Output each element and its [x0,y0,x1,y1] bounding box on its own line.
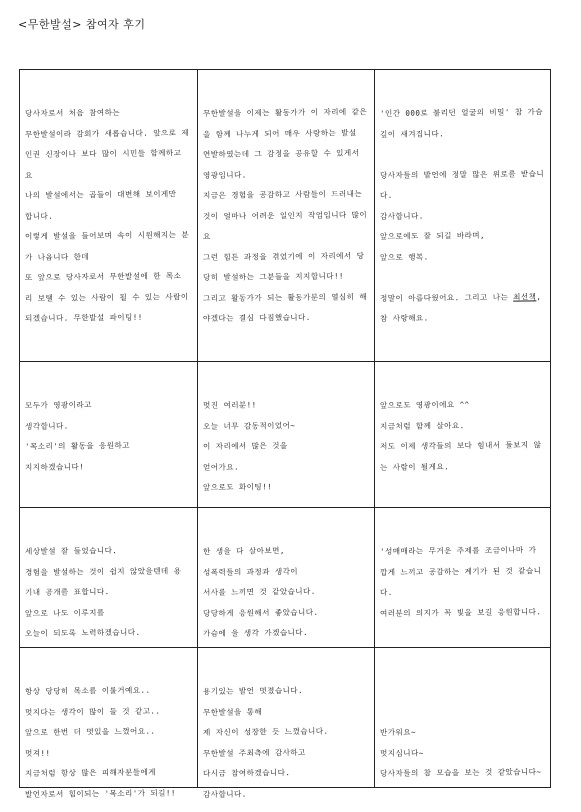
feedback-cell [20,508,198,648]
feedback-cell [198,362,375,508]
handwritten-line: 연발하였는데 그 감정을 공유할 수 있게서 [202,148,360,159]
handwritten-line: 멋진 여러분!! [202,400,257,410]
handwritten-line: 요 [202,231,211,241]
handwritten-line: 다시금 참여하겠습니다. [202,768,291,778]
feedback-cell [375,70,550,362]
handwritten-line: 당히 발설하는 그분들을 지지합니다!! [202,271,344,282]
handwritten-line: '성매매라는 무거운 주제를 조금이나마 가 [379,545,537,556]
handwritten-line: 앞으로에도 잘 되길 바라며, [379,230,486,241]
handwritten-line: 깊이 새겨집니다. [379,128,445,139]
handwritten-line: 지지하겠습니다! [24,461,85,472]
handwritten-line [380,680,546,702]
handwritten-line: 참 사랑해요. [379,313,429,323]
feedback-cell [20,70,198,362]
feedback-cell [20,648,198,799]
handwritten-line: 무한발설을 통해 [202,706,263,717]
handwritten-line: '목소리'의 활동을 응원하고 [24,440,131,451]
handwritten-line: 그리고 활동가가 되는 활동가분의 열심히 해 [202,291,368,303]
handwritten-line: 가 나옵니다 한데 [24,251,90,262]
handwritten-line: 멋져!! [24,748,51,758]
handwritten-line: 제 자신이 성장한 듯 느꼈습니다. [202,726,329,737]
underlined-word: 최선책 [513,291,537,302]
handwritten-line: 앞으로도 영광이에요 ^^ [379,400,470,410]
handwritten-line: 항상 당당히 목소를 이룰거예요.. [24,685,151,696]
handwritten-line: 무한발설 주최측에 감사하고 [202,747,306,758]
handwritten-line: 이렇게 발설을 들어보며 속이 시원해지는 분 [24,230,190,241]
handwritten-line [380,266,546,288]
feedback-cell [375,648,550,787]
handwritten-line: 무한발설이라 감회가 새롭습니다. 앞으로 제 [24,127,190,139]
handwritten-line: 지금처럼 항상 많은 피해자분들에게 [24,767,156,778]
handwritten-line: 당사자들의 참 모습을 보는 것 같았습니다~ [379,767,542,778]
handwritten-line: 영광입니다. [202,170,247,180]
handwritten-line: 앞으로 한번 더 멋있을 느꼈어요.. [24,726,156,737]
handwritten-line: 이 자리에서 많은 것을 [202,441,288,451]
handwritten-line [380,143,546,165]
feedback-cell [198,648,375,799]
handwritten-line: 을 함께 나누게 되어 매우 사랑하는 발설 [202,127,357,139]
handwritten-line: 것이 얼마나 어려운 일인지 작업입니다 많이 [202,209,368,221]
handwritten-line: 한 생을 다 살아보면, [202,546,285,556]
handwritten-line: 지금처럼 함께 살아요. [379,420,465,431]
handwritten-line: 요 [24,170,33,180]
handwritten-line: 세상발설 잘 들었습니다. [24,546,118,556]
handwritten-line: 무한발설을 이제는 활동가가 이 자리에 같은 [202,107,368,118]
feedback-cell [375,508,550,648]
page-title: <무한발설> 참여자 후기 [18,18,146,31]
handwritten-line: 또 앞으로 당사자로서 무한발설에 한 목소 [24,271,182,282]
handwritten-line: 멋지십니다~ [379,748,424,758]
handwritten-line: 경험을 발설하는 것이 쉽지 않았을텐데 용 [24,565,182,577]
handwritten-line: 서사를 느끼면 것 같았습니다. [202,586,316,597]
feedback-cell [20,362,198,508]
handwritten-line: 감사합니다. [202,789,247,799]
handwritten-line: 야겠다는 결심 다짐했습니다. [202,312,311,323]
handwritten-line: 정말이 아름다웠어요. 그리고 나는 최선책, [379,291,542,303]
handwritten-line: 인권 신장이나 보다 많이 시민들 함께하고 [24,148,182,159]
handwritten-line: 그런 힘든 과정을 겪었기에 이 자리에서 당 [202,250,365,262]
feedback-cell [198,508,375,648]
handwritten-line: 다. [379,587,393,597]
handwritten-line: '인간 000로 불리던 얼굴의 비밀' 참 가슴 [379,107,544,118]
handwritten-line: 당당하게 응원해서 좋았습니다. [202,607,319,618]
handwritten-line: 모두가 영광이라고 [24,400,92,410]
handwritten-line: 생각합니다. [24,421,69,431]
handwritten-line: 리 보탤 수 있는 사람이 될 수 있는 사람이 [24,291,189,303]
handwritten-line: 앞으로 나도 이루지를 [24,607,105,618]
feedback-grid [19,69,551,799]
handwritten-line: 저도 이제 생각들의 보다 힘내서 돌보지 않 [379,440,542,451]
handwritten-line: 나의 발설에서는 곱들이 대변해 보이게만 [24,189,177,200]
handwritten-line: 앞으로 행복. [379,251,429,262]
handwritten-line: 당사자로서 처음 참여하는 [24,108,121,118]
handwritten-line: 는 사람이 될게요. [379,461,450,472]
handwritten-line: 발언자로서 힘이되는 '목소리'가 되길!! [24,787,176,799]
handwritten-line: 멋지다는 생각이 많이 들 것 같고.. [24,706,161,717]
handwritten-line: 다. [379,190,393,200]
handwritten-line: 감사합니다. [379,211,424,221]
handwritten-line: 오늘이 되도록 노력하겠습니다. [24,627,141,638]
handwritten-line: 기내 공개를 표합니다. [24,587,110,597]
feedback-cell [198,70,375,362]
handwritten-line: 여러분의 의지가 꼭 빛을 보길 응원합니다. [379,606,542,618]
handwritten-line: 성폭력들의 과정과 생각이 [202,566,299,577]
handwritten-line: 앞으로도 화이팅!! [202,482,273,492]
handwritten-line: 지금은 경험을 공감하고 사람들이 드러내는 [202,189,363,200]
handwritten-line: 합니다. [24,211,54,221]
handwritten-line [380,701,546,723]
feedback-cell [375,362,550,508]
handwritten-line: 가슴에 울 생각 가겠습니다. [202,627,309,638]
handwritten-line: 되겠습니다. 무한발설 파이팅!! [24,312,143,323]
handwritten-line: 반가워요~ [379,727,416,737]
handwritten-line: 얻어가요. [202,462,239,472]
handwritten-line: 용기있는 발언 멋졌습니다. [202,685,304,696]
handwritten-line: 당사자들의 발언에 정말 많은 위로를 받습니 [379,168,545,180]
handwritten-line: 오늘 너무 감동적이었어~ [202,420,296,431]
handwritten-line: 깝게 느끼고 공감하는 계기가 된 것 같습니 [379,565,542,577]
